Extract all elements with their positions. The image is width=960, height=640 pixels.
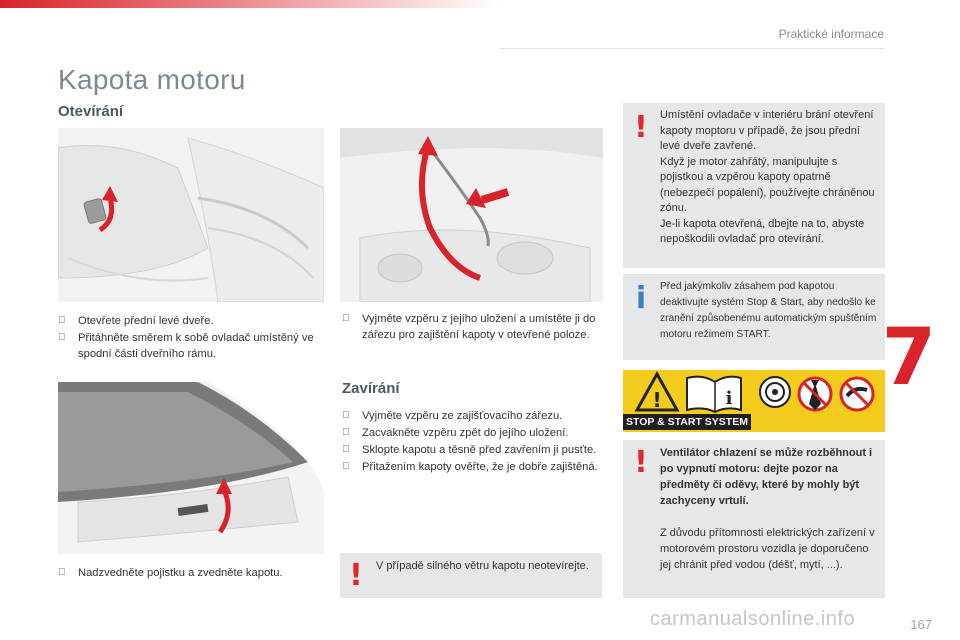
- svg-text:i: i: [725, 388, 733, 409]
- photo-safety-catch: [58, 382, 324, 554]
- bullet-icon: [58, 330, 66, 346]
- opening-step-1: Otevřete přední levé dveře.: [58, 313, 318, 329]
- lift-step-list: [58, 565, 320, 582]
- location-warning-para-1: Umístění ovladače v interiéru brání otevření kapoty moptoru v případě, že jsou přední levé dveře zavřené.: [660, 109, 874, 152]
- warning-icon: !: [349, 558, 363, 593]
- closing-step-3: Sklopte kapotu a těsně před zavřením ji pusťte.: [342, 442, 604, 458]
- watermark: carmanualsonline.info: [650, 608, 856, 630]
- strut-illustration: [340, 128, 603, 302]
- door-lever-illustration: [58, 128, 324, 302]
- opening-step-2: Přitáhněte směrem k sobě ovladač umístěný ve spodní části dveřního rámu.: [58, 330, 318, 362]
- fan-warning-bold: Ventilátor chlazení se může rozběhnout i po vypnutí motoru: dejte pozor na předměty či oděvy, které by mohly být zachyceny vrtulí.: [660, 447, 873, 507]
- stop-start-label: [623, 370, 885, 432]
- location-warning-text: [660, 108, 882, 248]
- strut-step-1: Vyjměte vzpěru z jejího uložení a umístěte ji do zářezu pro zajištění kapoty v otevřené poloze.: [342, 311, 602, 343]
- fan-warning-text: [660, 445, 878, 573]
- closing-heading: Zavírání: [342, 380, 400, 397]
- page-title: Kapota motoru: [58, 64, 246, 95]
- closing-step-1: Vyjměte vzpěru ze zajišťovacího zářezu.: [342, 408, 604, 424]
- location-warning-para-2: Když je motor zahřátý, manipulujte s pojistkou a vzpěrou kapoty opatrně (nebezpečí popálení), používejte chráněnou zónu.: [660, 155, 875, 214]
- opening-steps-list: [58, 313, 318, 363]
- bullet-icon: [342, 425, 350, 441]
- stop-start-caption: STOP & START SYSTEM: [623, 414, 751, 430]
- warning-icon: !: [634, 110, 648, 145]
- bullet-icon: [342, 459, 350, 475]
- opening-heading: Otevírání: [58, 103, 124, 120]
- photo-door-lever: [58, 128, 324, 302]
- location-warning-para-3: Je-li kapota otevřená, dbejte na to, abyste nepoškodili ovladač pro otevírání.: [660, 217, 865, 245]
- photo-bonnet-strut: [340, 128, 603, 302]
- wind-warning-text: V případě silného větru kapotu neotevírejte.: [376, 560, 589, 572]
- header-divider: [500, 48, 884, 49]
- closing-step-4: Přitažením kapoty ověřte, že je dobře zajištěná.: [342, 459, 604, 475]
- stop-start-info-text: Před jakýmkoliv zásahem pod kapotou deaktivujte systém Stop & Start, aby nedošlo ke zranění způsobenému automatickým spuštěním motoru režimem START.: [660, 281, 877, 340]
- bullet-icon: [58, 313, 66, 329]
- closing-steps-list: [342, 408, 604, 476]
- bullet-icon: [58, 565, 66, 581]
- lift-step: Nadzvedněte pojistku a zvedněte kapotu.: [58, 565, 320, 581]
- info-icon: i: [635, 281, 647, 316]
- manual-book-icon: [687, 377, 741, 412]
- closing-step-2: Zacvakněte vzpěru zpět do jejího uložení.: [342, 425, 604, 441]
- page-number: 167: [910, 617, 932, 632]
- stop-start-info-box: [623, 274, 885, 360]
- bullet-icon: [342, 408, 350, 424]
- header-accent-bar: [0, 0, 500, 8]
- bullet-icon: [342, 442, 350, 458]
- safety-catch-illustration: [58, 382, 324, 554]
- wind-warning-box: [340, 553, 602, 598]
- strut-step-list: [342, 311, 602, 344]
- svg-text:!: !: [652, 388, 662, 412]
- bullet-icon: [342, 311, 350, 327]
- fan-warning-box: [623, 440, 885, 598]
- location-warning-box: [623, 103, 885, 268]
- fan-warning-normal: Z důvodu přítomnosti elektrických zařízení v motorovém prostoru vozidla je doporučeno jej chránit před vodou (déšť, mytí, ...).: [660, 527, 875, 571]
- section-title: Praktické informace: [778, 27, 884, 41]
- chapter-number: 7: [881, 313, 936, 403]
- warning-icon: !: [634, 445, 648, 480]
